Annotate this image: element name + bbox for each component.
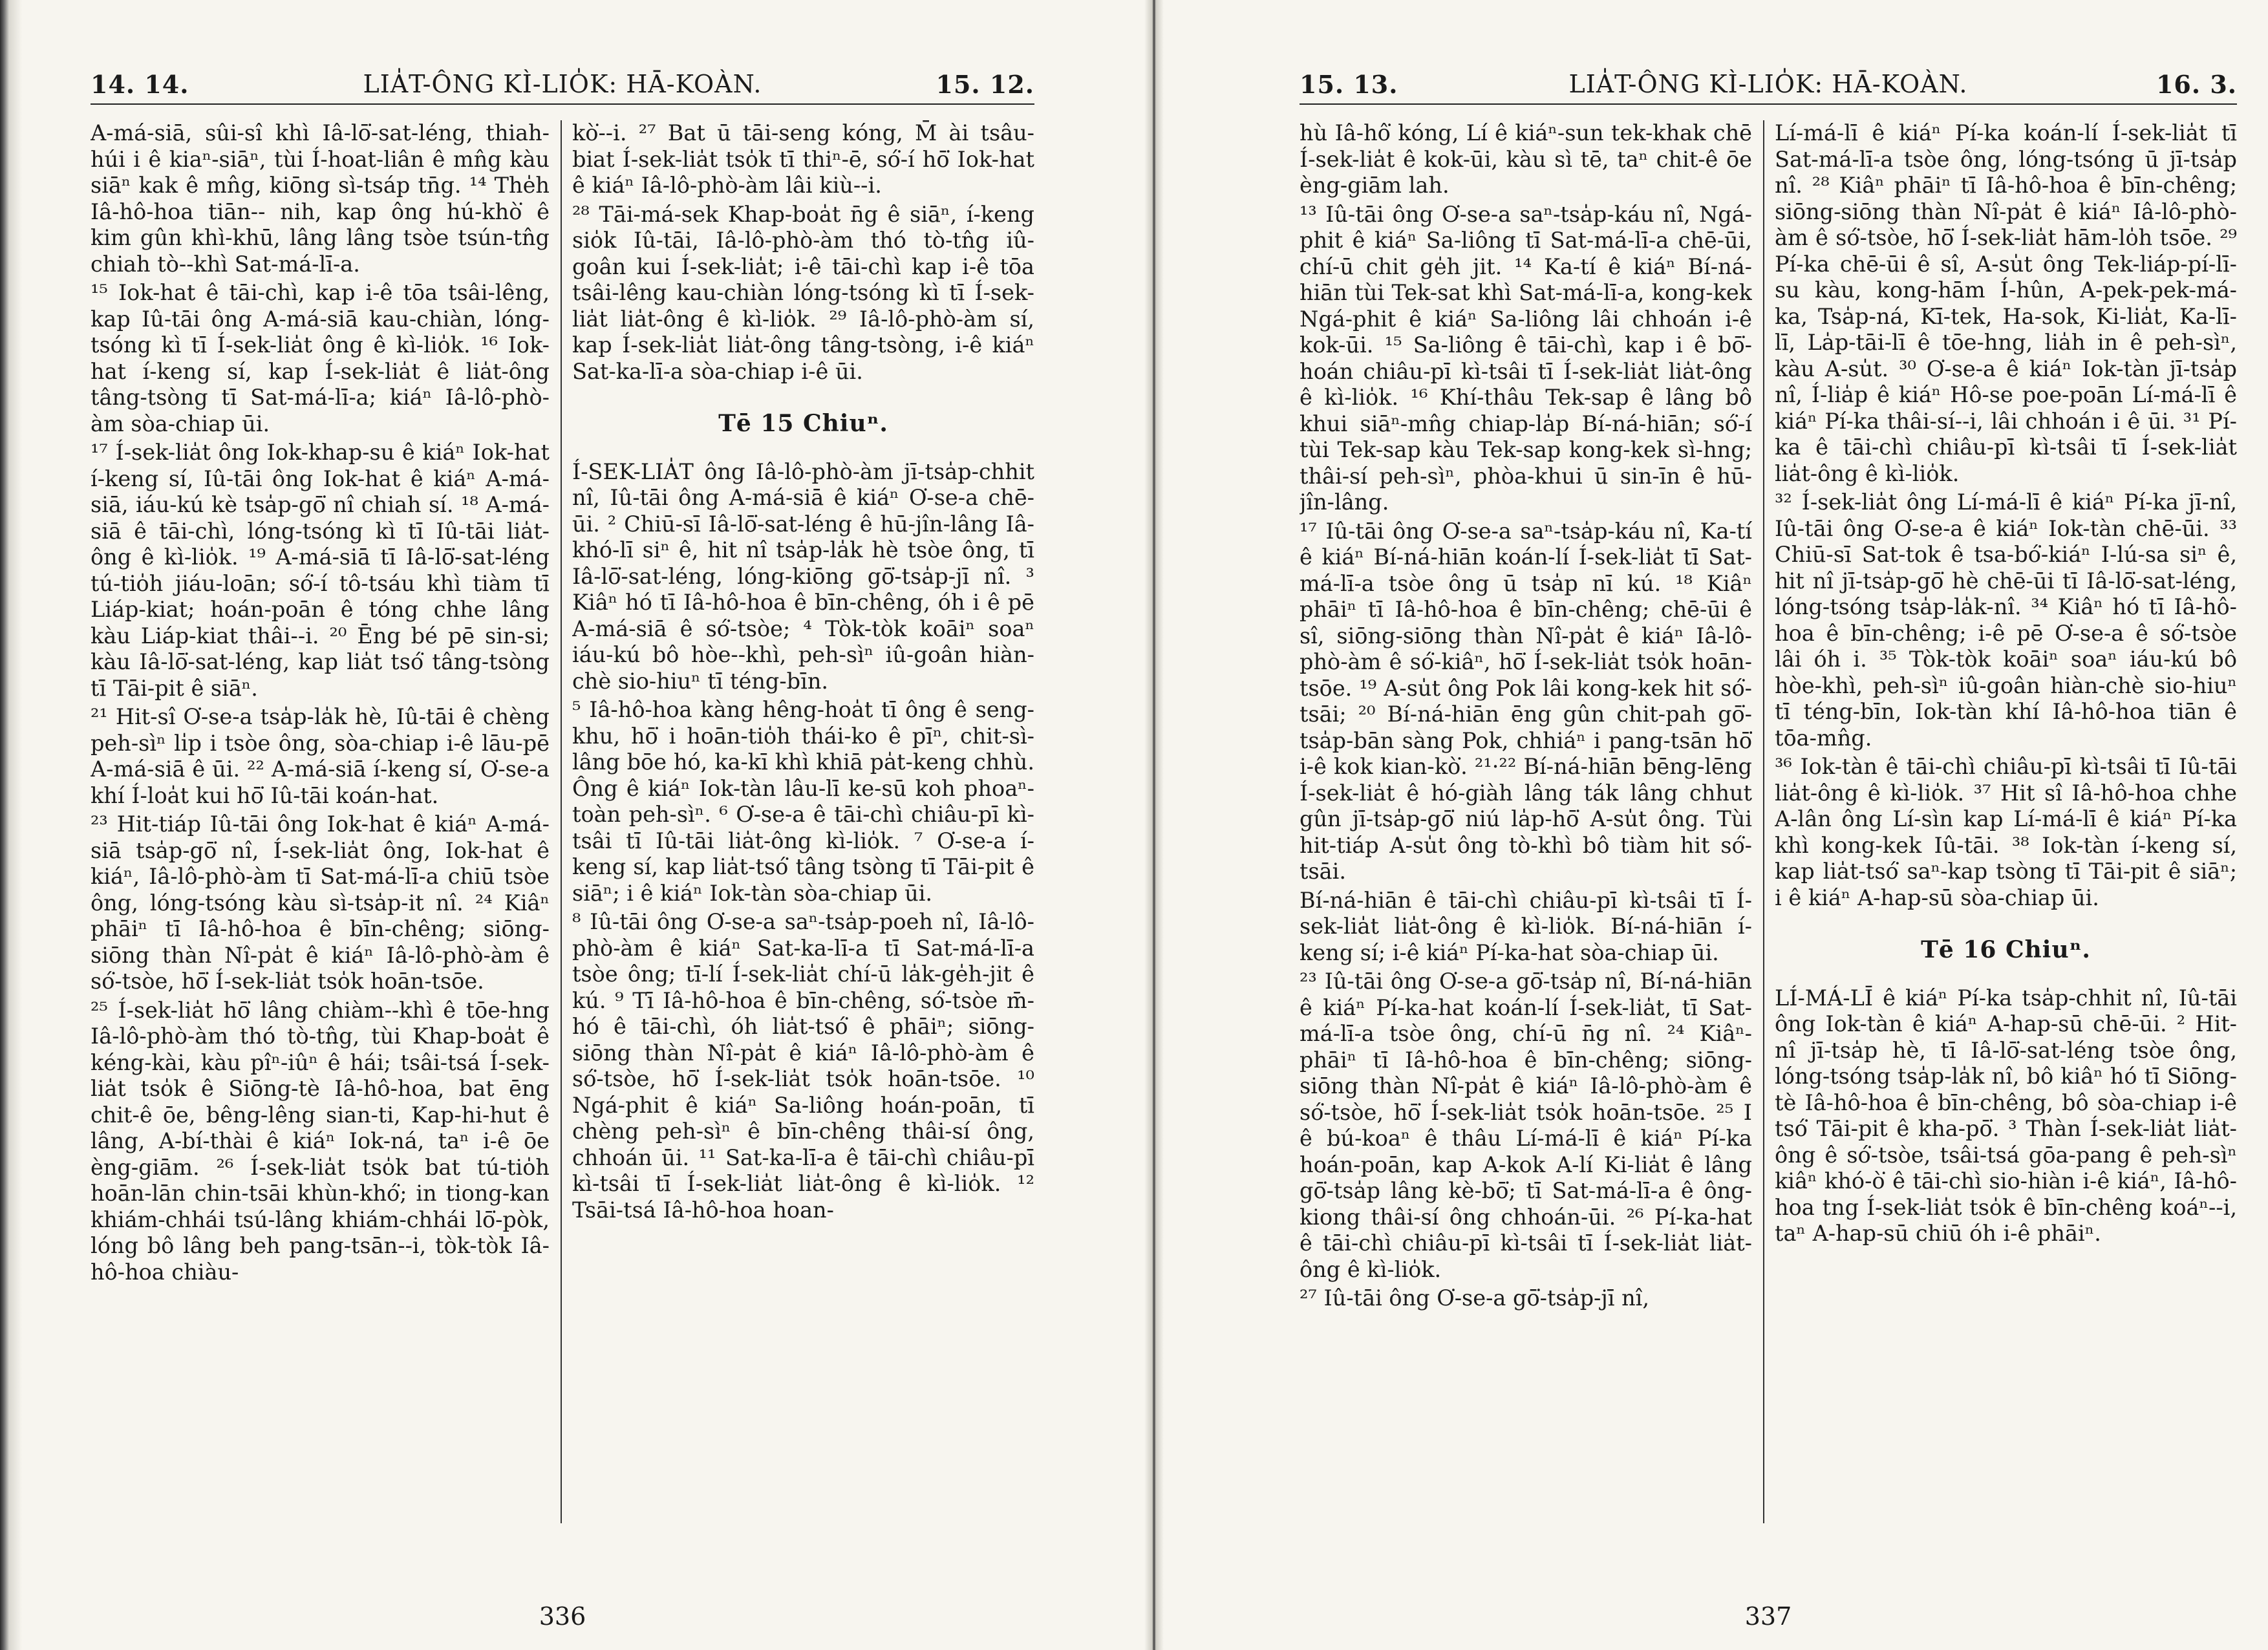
running-title: LIA̍T-ÔNG KÌ-LIO̍K: HĀ-KOÀN. (1568, 70, 1968, 98)
right-page (1300, 58, 2237, 1636)
paragraph: A-má-siā, sûi-sî khì Iâ-lō͘-sat-léng, thiah-húi i ê kiaⁿ-siāⁿ, tùi Í-hoat-liân ê mn̂g kàu siāⁿ kak ê mn̂g, kiōng sì-tsáp tn̄g. ¹⁴ The̍h Iâ-hô-hoa tiān-- nih, kap ông hú-khò͘ ê kim gûn khì-khū, lâng lâng tsòe tsún-tn̂g chiah tò--khì Sat-má-lī-a. (91, 120, 550, 277)
paragraph: ²⁷ Iû-tāi ông O͘-se-a gō͘-tsa̍p-jī nî, (1300, 1285, 1650, 1311)
column-2 (1775, 120, 2237, 1523)
paragraph: ²³ Hit-tiáp Iû-tāi ông Iok-hat ê kiáⁿ A-má-siā tsa̍p-gō͘ nî, Í-sek-lia̍t ông, Iok-hat ê kiáⁿ, Iâ-lô-phò-àm tī Sat-má-lī-a chiū tsòe ông, lóng-tsóng kàu sì-tsa̍p-it nî. ²⁴ Kiâⁿ phāiⁿ tī Iâ-hô-hoa ê bīn-chêng; siōng-siōng thàn Nî-pa̍t ê kiáⁿ Iâ-lô-phò-àm ê só͘-tsòe, hō͘ Í-sek-lia̍t tso̍k hoān-tsōe. (91, 811, 550, 994)
book-edge-shadow (0, 0, 22, 1650)
column-rule (561, 120, 562, 1523)
header-left-ref: 15. 13. (1300, 70, 1398, 99)
chapter-heading: Tē 15 Chiuⁿ. (718, 410, 888, 437)
paragraph: ¹⁵ Iok-hat ê tāi-chì, kap i-ê tōa tsâi-lêng, kap Iû-tāi ông A-má-siā kau-chiàn, lóng-tsóng kì tī Í-sek-lia̍t ông ê kì-lio̍k. ¹⁶ Iok-hat í-keng sí, kap Í-sek-lia̍t ê lia̍t-ông tâng-tsòng tī Sat-má-lī-a; kiáⁿ Iâ-lô-phò-àm sòa-chiap ūi. (91, 280, 550, 436)
column-1 (1300, 120, 1752, 1523)
running-title: LIA̍T-ÔNG KÌ-LIO̍K: HĀ-KOÀN. (363, 70, 762, 98)
header-left-ref: 14. 14. (91, 70, 189, 99)
paragraph: ¹³ Iû-tāi ông O͘-se-a saⁿ-tsa̍p-káu nî, Ngá-phit ê kiáⁿ Sa-liông tī Sat-má-lī-a chē-ūi, chí-ū chit ge̍h jit. ¹⁴ Ka-tí ê kiáⁿ Bí-ná-hiān tùi Tek-sat khì Sat-má-lī-a, kong-kek Ngá-phit ê kiáⁿ Sa-liông lâi chhoán i-ê kok-ūi. ¹⁵ Sa-liông ê tāi-chì, kap i ê bō͘-hoán chiâu-pī kì-tsâi tī Í-sek-lia̍t lia̍t-ông ê kì-lio̍k. ¹⁶ Khí-thâu Tek-sap ê lâng bô khui siāⁿ-mn̂g chiap-la̍p Bí-ná-hiān; só͘-í tùi Tek-sap kàu Tek-sap kong-kek sì-hng; thâi-sí peh-sìⁿ, phòa-khui ū sin-īn ê hū-jîn-lâng. (1300, 201, 1752, 515)
chapter-heading: Tē 16 Chiuⁿ. (1921, 936, 2091, 963)
page-number: 337 (1744, 1602, 1792, 1631)
header-right-ref: 15. 12. (936, 70, 1034, 99)
paragraph: Í-SEK-LIA̍T ông Iâ-lô-phò-àm jī-tsa̍p-chhit nî, Iû-tāi ông A-má-siā ê kiáⁿ O͘-se-a chē-ūi. ² Chiū-sī Iâ-lō͘-sat-léng ê hū-jîn-lâng Iâ-khó-lī siⁿ ê, hit nî tsa̍p-la̍k hè tsòe ông, tī Iâ-lō͘-sat-léng, lóng-kiōng gō͘-tsa̍p-jī nî. ³ Kiâⁿ hó tī Iâ-hô-hoa ê bīn-chêng, óh i ê pē A-má-siā ê só͘-tsòe; ⁴ Tòk-tòk koāiⁿ soaⁿ iáu-kú bô hòe--khì, peh-sìⁿ iû-goân hiàn-chè sio-hiuⁿ tī téng-bīn. (572, 458, 1034, 694)
paragraph: ²⁵ Í-sek-lia̍t hō͘ lâng chiàm--khì ê tōe-hng Iâ-lô-phò-àm thó tò-tn̂g, tùi Khap-boa̍t ê kéng-kài, kàu pîⁿ-iûⁿ ê hái; tsâi-tsá Í-sek-lia̍t tso̍k ê Siōng-tè Iâ-hô-hoa, bat ēng chit-ê ōe, bêng-lêng sian-ti, Kap-hi-hut ê lâng, A-bí-thài ê kiáⁿ Iok-ná, taⁿ i-ê ōe èng-giām. ²⁶ Í-sek-lia̍t tso̍k bat tú-tio̍h hoān-lān chin-tsāi khùn-khó͘; in tiong-kan khiám-chhái tsú-lâng khiám-chhái lō͘-pòk, lóng bô lâng beh pang-tsān--i, tòk-tòk Iâ-hô-hoa chiàu- (91, 997, 550, 1285)
page-header (1300, 58, 2237, 105)
paragraph: Lí-má-lī ê kiáⁿ Pí-ka koán-lí Í-sek-lia̍t tī Sat-má-lī-a tsòe ông, lóng-tsóng ū jī-tsa̍p nî. ²⁸ Kiâⁿ phāiⁿ tī Iâ-hô-hoa ê bīn-chêng; siōng-siōng thàn Nî-pa̍t ê kiáⁿ Iâ-lô-phò-àm ê só͘-tsòe, hō͘ Í-sek-lia̍t hām-lo̍h tsōe. ²⁹ Pí-ka chē-ūi ê sî, A-su̍t ông Tek-liáp-pí-lī-su kàu, kong-hām Í-hûn, A-pek-pek-má-ka, Tsa̍p-ná, Kī-tek, Ha-sok, Ki-lia̍t, Ka-lī-lī, La̍p-tāi-lī ê tōe-hng, lia̍h in ê peh-sìⁿ, kàu A-su̍t. ³⁰ O͘-se-a ê kiáⁿ Iok-tàn jī-tsa̍p nî, Í-lia̍p ê kiáⁿ Hô-se poe-poān Lí-má-lī ê kiáⁿ Pí-ka thâi-sí--i, lâi chhoán i ê ūi. ³¹ Pí-ka ê tāi-chì chiâu-pī kì-tsâi tī Í-sek-lia̍t lia̍t-ông ê kì-lio̍k. (1775, 120, 2237, 486)
paragraph: ¹⁷ Í-sek-lia̍t ông Iok-khap-su ê kiáⁿ Iok-hat í-keng sí, Iû-tāi ông Iok-hat ê kiáⁿ A-má-siā, iáu-kú kè tsa̍p-gō͘ nî chiah sí. ¹⁸ A-má-siā ê tāi-chì, lóng-tsóng kì tī Iû-tāi lia̍t-ông ê kì-lio̍k. ¹⁹ A-má-siā tī Iâ-lō͘-sat-léng tú-tio̍h jiáu-loān; só͘-í tô-tsáu khì tiàm tī Liáp-kiat; hoán-poān ê tóng chhe lâng kàu Liáp-kiat thâi--i. ²⁰ Ēng bé pē sin-si; kàu Iâ-lō͘-sat-léng, kap lia̍t tsó͘ tâng-tsòng tī Tāi-pit ê siāⁿ. (91, 440, 550, 701)
paragraph: Bí-ná-hiān ê tāi-chì chiâu-pī kì-tsâi tī Í-sek-lia̍t lia̍t-ông ê kì-lio̍k. Bí-ná-hiān í-keng sí; i-ê kiáⁿ Pí-ka-hat sòa-chiap ūi. (1300, 887, 1752, 965)
paragraph: ³⁶ Iok-tàn ê tāi-chì chiâu-pī kì-tsâi tī Iû-tāi lia̍t-ông ê kì-lio̍k. ³⁷ Hit sî Iâ-hô-hoa chhe A-lân ông Lí-sìn kap Lí-má-lī ê kiáⁿ Pí-ka khì kong-kek Iû-tāi. ³⁸ Iok-tàn í-keng sí, kap lia̍t-tsó͘ saⁿ-kap tsòng tī Tāi-pit ê siāⁿ; i ê kiáⁿ A-hap-sū sòa-chiap ūi. (1775, 754, 2237, 910)
text-columns (1300, 120, 2237, 1523)
paragraph: ²³ Iû-tāi ông O͘-se-a gō͘-tsa̍p nî, Bí-ná-hiān ê kiáⁿ Pí-ka-hat koán-lí Í-sek-lia̍t, tī Sat-má-lī-a tsòe ông, chí-ū n̄g nî. ²⁴ Kiâⁿ-phāiⁿ tī Iâ-hô-hoa ê bīn-chêng; siōng-siōng thàn Nî-pa̍t ê kiáⁿ Iâ-lô-phò-àm ê só͘-tsòe, hō͘ Í-sek-lia̍t tso̍k hoān-tsōe. ²⁵ I ê bú-koaⁿ ê thâu Lí-má-lī ê kiáⁿ Pí-ka hoán-poān, kap A-kok A-lí Ki-lia̍t ê lâng gō͘-tsa̍p lâng kè-bō͘; tī Sat-má-lī-a ê ông-kiong thâi-sí ông chhoán-ūi. ²⁶ Pí-ka-hat ê tāi-chì chiâu-pī kì-tsâi tī Í-sek-lia̍t lia̍t-ông ê kì-lio̍k. (1300, 969, 1752, 1282)
paragraph: ²⁸ Tāi-má-sek Khap-boa̍t n̄g ê siāⁿ, í-keng sio̍k Iû-tāi, Iâ-lô-phò-àm thó tò-tn̂g iû-goân kui Í-sek-lia̍t; i-ê tāi-chì kap i-ê tōa tsâi-lêng kau-chiàn lóng-tsóng kì tī Í-sek-lia̍t lia̍t-ông ê kì-lio̍k. ²⁹ Iâ-lô-phò-àm sí, kap Í-sek-lia̍t lia̍t-ông tâng-tsòng, i-ê kiáⁿ Sat-ka-lī-a sòa-chiap i-ê ūi. (572, 201, 1034, 384)
paragraph: ⁵ Iâ-hô-hoa kàng hêng-hoa̍t tī ông ê seng-khu, hō͘ i hoān-tio̍h thái-ko ê pīⁿ, chit-sì-lâng bōe hó, ka-kī khì khiā pa̍t-keng chhù. Ông ê kiáⁿ Iok-tàn lâu-lī ke-sū koh phoaⁿ-toàn peh-sìⁿ. ⁶ O͘-se-a ê tāi-chì chiâu-pī kì-tsâi tī Iû-tāi lia̍t-ông kì-lio̍k. ⁷ O͘-se-a í-keng sí, kap lia̍t-tsó͘ tâng tsòng tī Tāi-pit ê siāⁿ; i ê kiáⁿ Iok-tàn sòa-chiap ūi. (572, 697, 1034, 906)
paragraph: ³² Í-sek-lia̍t ông Lí-má-lī ê kiáⁿ Pí-ka jī-nî, Iû-tāi ông O͘-se-a ê kiáⁿ Iok-tàn chē-ūi. ³³ Chiū-sī Sat-tok ê tsa-bó͘-kiáⁿ I-lú-sa siⁿ ê, hit nî jī-tsa̍p-gō͘ hè chē-ūi tī Iâ-lō͘-sat-léng, lóng-tsóng tsa̍p-la̍k-nî. ³⁴ Kiâⁿ hó tī Iâ-hô-hoa ê bīn-chêng; i-ê pē O͘-se-a ê só͘-tsòe lâi óh i. ³⁵ Tòk-tòk koāiⁿ soaⁿ iáu-kú bô hòe-khì, peh-sìⁿ iû-goân hiàn-chè sio-hiuⁿ tī téng-bīn, Iok-tàn khí Iâ-hô-hoa tiān ê tōa-mn̂g. (1775, 489, 2237, 751)
paragraph: ¹⁷ Iû-tāi ông O͘-se-a saⁿ-tsa̍p-káu nî, Ka-tí ê kiáⁿ Bí-ná-hiān koán-lí Í-sek-lia̍t tī Sat-má-lī-a tsòe ông ū tsa̍p nī kú. ¹⁸ Kiâⁿ phāiⁿ tī Iâ-hô-hoa ê bīn-chêng; chē-ūi ê sî, siōng-siōng thàn Nî-pa̍t ê kiáⁿ Iâ-lô-phò-àm ê só͘-kiâⁿ, hō͘ Í-sek-lia̍t tso̍k hoān-tsōe. ¹⁹ A-su̍t ông Pok lâi kong-kek hit só͘-tsāi; ²⁰ Bí-ná-hiān ēng gûn chit-pah gō͘-tsa̍p-bān sàng Pok, chhiáⁿ i pang-tsān hō͘ i-ê kok kian-kò͘. ²¹·²² Bí-ná-hiān bēng-lēng Í-sek-lia̍t ê hó-giàh lâng ták lâng chhut gûn jī-tsa̍p-gō͘ niú la̍p-hō͘ A-su̍t ông. Tùi hit-tiáp A-su̍t ông tò-khì bô tiàm hit só͘-tsāi. (1300, 518, 1752, 884)
paragraph: LÍ-MÁ-LĪ ê kiáⁿ Pí-ka tsa̍p-chhit nî, Iû-tāi ông Iok-tàn ê kiáⁿ A-hap-sū chē-ūi. ² Hit-nî jī-tsa̍p hè, tī Iâ-lō͘-sat-léng tsòe ông, lóng-tsóng tsa̍p-la̍k nî, bô kiâⁿ hó tī Siōng-tè Iâ-hô-hoa ê bīn-chêng, bô sòa-chiap i-ê tsó͘ Tāi-pit ê kha-pō͘. ³ Thàn Í-sek-lia̍t lia̍t-ông ê só͘-tsòe, tsâi-tsá gōa-pang ê peh-sìⁿ kiâⁿ khó-ò͘ ê tāi-chì sio-hiàn i-ê kiáⁿ, Iâ-hô-hoa tng Í-sek-lia̍t tso̍k ê bīn-chêng koáⁿ--i, taⁿ A-hap-sū chiū óh i-ê phāiⁿ. (1775, 985, 2237, 1246)
text-columns (91, 120, 1034, 1523)
paragraph: ²¹ Hit-sî O͘-se-a tsa̍p-la̍k hè, Iû-tāi ê chèng peh-sìⁿ li̍p i tsòe ông, sòa-chiap i-ê lāu-pē A-má-siā ê ūi. ²² A-má-siā í-keng sí, O͘-se-a khí Í-loa̍t kui hō͘ Iû-tāi koán-hat. (91, 704, 550, 808)
book-gutter (1144, 0, 1164, 1650)
column-1 (91, 120, 550, 1523)
paragraph: hù Iâ-hô͘ kóng, Lí ê kiáⁿ-sun tek-khak chē Í-sek-lia̍t ê kok-ūi, kàu sì tē, taⁿ chit-ê ōe èng-giām lah. (1300, 120, 1752, 198)
paragraph: kò͘--i. ²⁷ Bat ū tāi-seng kóng, M̄ ài tsâu-biat Í-sek-lia̍t tso̍k tī thiⁿ-ē, só͘-í hō͘ Iok-hat ê kiáⁿ Iâ-lô-phò-àm lâi kiù--i. (572, 120, 1034, 198)
page-number: 336 (539, 1602, 586, 1631)
page-header (91, 58, 1034, 105)
left-page (91, 58, 1034, 1636)
header-right-ref: 16. 3. (2156, 70, 2237, 99)
paragraph: ⁸ Iû-tāi ông O͘-se-a saⁿ-tsa̍p-poeh nî, Iâ-lô-phò-àm ê kiáⁿ Sat-ka-lī-a tī Sat-má-lī-a tsòe ông; tī-lí Í-sek-lia̍t chí-ū la̍k-ge̍h-jit ê kú. ⁹ Tī Iâ-hô-hoa ê bīn-chêng, só͘-tsòe m̄-hó ê tāi-chì, óh lia̍t-tsó͘ ê phāiⁿ; siōng-siōng thàn Nî-pa̍t ê kiáⁿ Iâ-lô-phò-àm ê só͘-tsòe, hō͘ Í-sek-lia̍t tso̍k hoān-tsōe. ¹⁰ Ngá-phit ê kiáⁿ Sa-liông hoán-poān, tī chèng peh-sìⁿ ê bīn-chêng thâi-sí ông, chhoán ūi. ¹¹ Sat-ka-lī-a ê tāi-chì chiâu-pī kì-tsâi tī Í-sek-lia̍t lia̍t-ông ê kì-lio̍k. ¹² Tsāi-tsá Iâ-hô-hoa hoan- (572, 909, 1034, 1223)
column-rule (1763, 120, 1764, 1523)
column-2 (572, 120, 1034, 1523)
